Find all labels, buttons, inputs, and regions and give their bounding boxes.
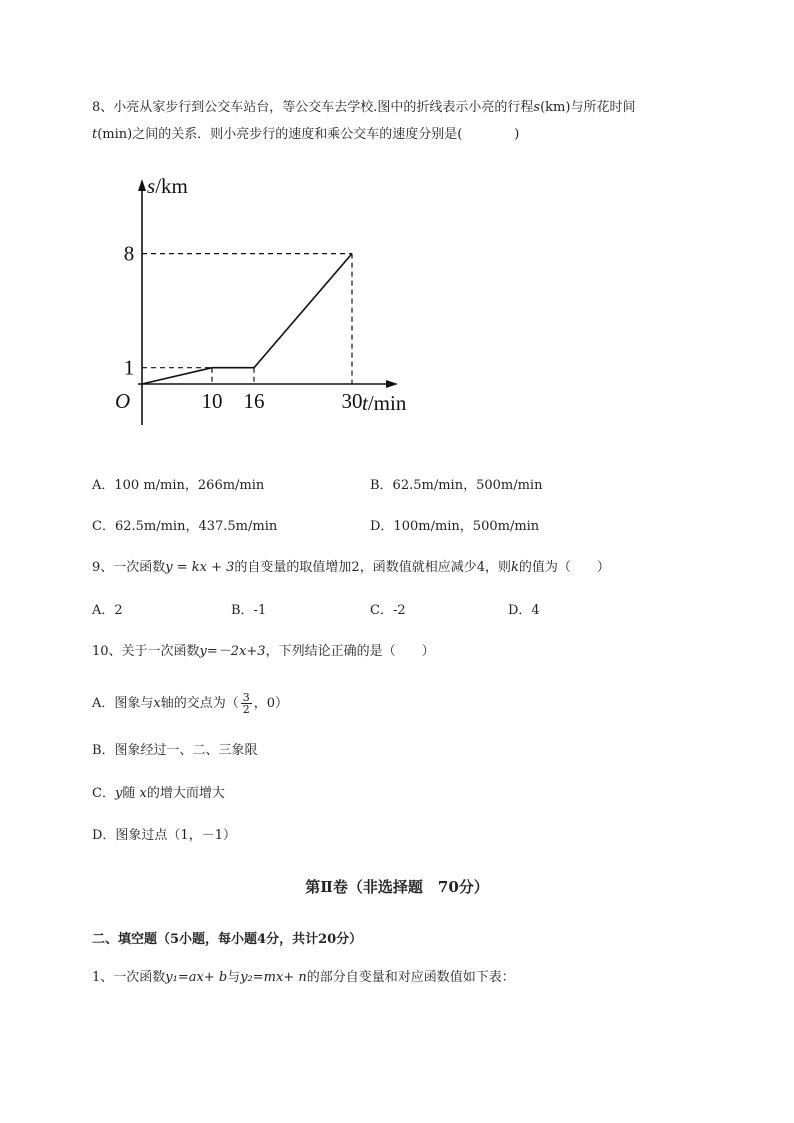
x-tick-label: 10: [201, 389, 223, 413]
y-axis-label: s/km: [147, 174, 188, 198]
q10-opt-a-prefix: A．图象与: [92, 696, 154, 711]
q10-opt-a-x: x: [153, 696, 161, 711]
q10-opt-c-suffix: 的增大而增大: [146, 786, 225, 801]
series-segment: [254, 254, 352, 368]
q9-function: y = kx + 3: [165, 560, 235, 575]
q8-option-d: D．100m/min，500m/min: [370, 519, 540, 534]
fraction-numerator: 3: [242, 691, 250, 704]
q8-text-prefix: 8、小亮从家步行到公交车站台，等公交车去学校.图中的折线表示小亮的行程: [92, 100, 534, 115]
q10-text-suffix: ，下列结论正确的是（ ）: [265, 644, 435, 659]
q9-text-suffix: 的值为（ ）: [518, 560, 610, 575]
q8-option-a: A．100 m/min，266m/min: [92, 478, 265, 493]
q10-opt-a-suffix: ，0）: [253, 696, 289, 711]
q10-opt-c-x: x: [139, 786, 147, 801]
fill1-function-y2: y₂=mx+ n: [240, 970, 307, 985]
y-axis-arrow-icon: [138, 179, 146, 191]
q10-option-d: D．图象过点（1，－1）: [92, 828, 236, 843]
q10-opt-c-y: y: [114, 786, 123, 801]
q8-s-variable: s: [533, 100, 541, 115]
q10-option-a: [92, 692, 288, 715]
q8-text-suffix: 与所花时间: [570, 100, 636, 115]
fill-question-1: [92, 970, 515, 986]
q9-option-b: B．-1: [231, 603, 267, 618]
q8-s-unit: (km): [540, 100, 571, 115]
q9-text-mid: 的自变量的取值增加2，函数值就相应减少4，则: [234, 560, 511, 575]
fraction-three-halves: [241, 692, 252, 715]
q10-option-b: B．图象经过一、二、三象限: [92, 743, 258, 758]
q9-stem: [92, 560, 610, 576]
q10-text-prefix: 10、关于一次函数: [92, 644, 200, 659]
section-title: 第Ⅱ卷（非选择题 70分）: [305, 878, 489, 896]
q9-k-variable: k: [510, 560, 519, 575]
y-tick-label: 1: [123, 355, 135, 380]
q10-stem: [92, 644, 435, 660]
fill-in-section-heading: 二、填空题（5小题，每小题4分，共计20分）: [92, 932, 363, 947]
q10-opt-c-prefix: C．: [92, 786, 115, 801]
q8-line-2: [92, 127, 519, 143]
x-axis-arrow-icon: [386, 380, 398, 388]
q8-line-1: [92, 100, 635, 116]
fill1-text-suffix: 的部分自变量和对应函数值如下表：: [306, 970, 515, 985]
q10-option-c: [92, 786, 225, 802]
q8-option-c: C．62.5m/min，437.5m/min: [92, 519, 278, 534]
q10-opt-a-mid: 轴的交点为（: [160, 696, 239, 711]
q8-text-rest: (min)之间的关系．则小亮步行的速度和乘公交车的速度分别是( ): [97, 127, 520, 142]
q9-text-prefix: 9、一次函数: [92, 560, 166, 575]
fill1-function-y1: y₁=ax+ b: [165, 970, 228, 985]
fill1-text-prefix: 1、一次函数: [92, 970, 166, 985]
q10-function: y=－2x+3: [199, 644, 266, 659]
fill1-text-mid: 与: [227, 970, 241, 985]
q10-opt-c-mid: 随: [122, 786, 136, 801]
q8-t-variable: t: [92, 127, 98, 142]
series-segment: [142, 368, 212, 384]
distance-time-chart: [100, 165, 430, 435]
y-tick-label: 8: [123, 241, 135, 266]
x-tick-label: 30: [341, 389, 363, 413]
q9-option-c: C．-2: [370, 603, 406, 618]
q9-option-a: A．2: [92, 603, 123, 618]
q8-option-b: B．62.5m/min，500m/min: [370, 478, 543, 493]
x-tick-label: 16: [243, 389, 265, 413]
fraction-denominator: 2: [242, 703, 250, 716]
q9-option-d: D．4: [508, 603, 540, 618]
origin-label: O: [115, 389, 131, 413]
x-axis-label: t/min: [362, 391, 407, 415]
